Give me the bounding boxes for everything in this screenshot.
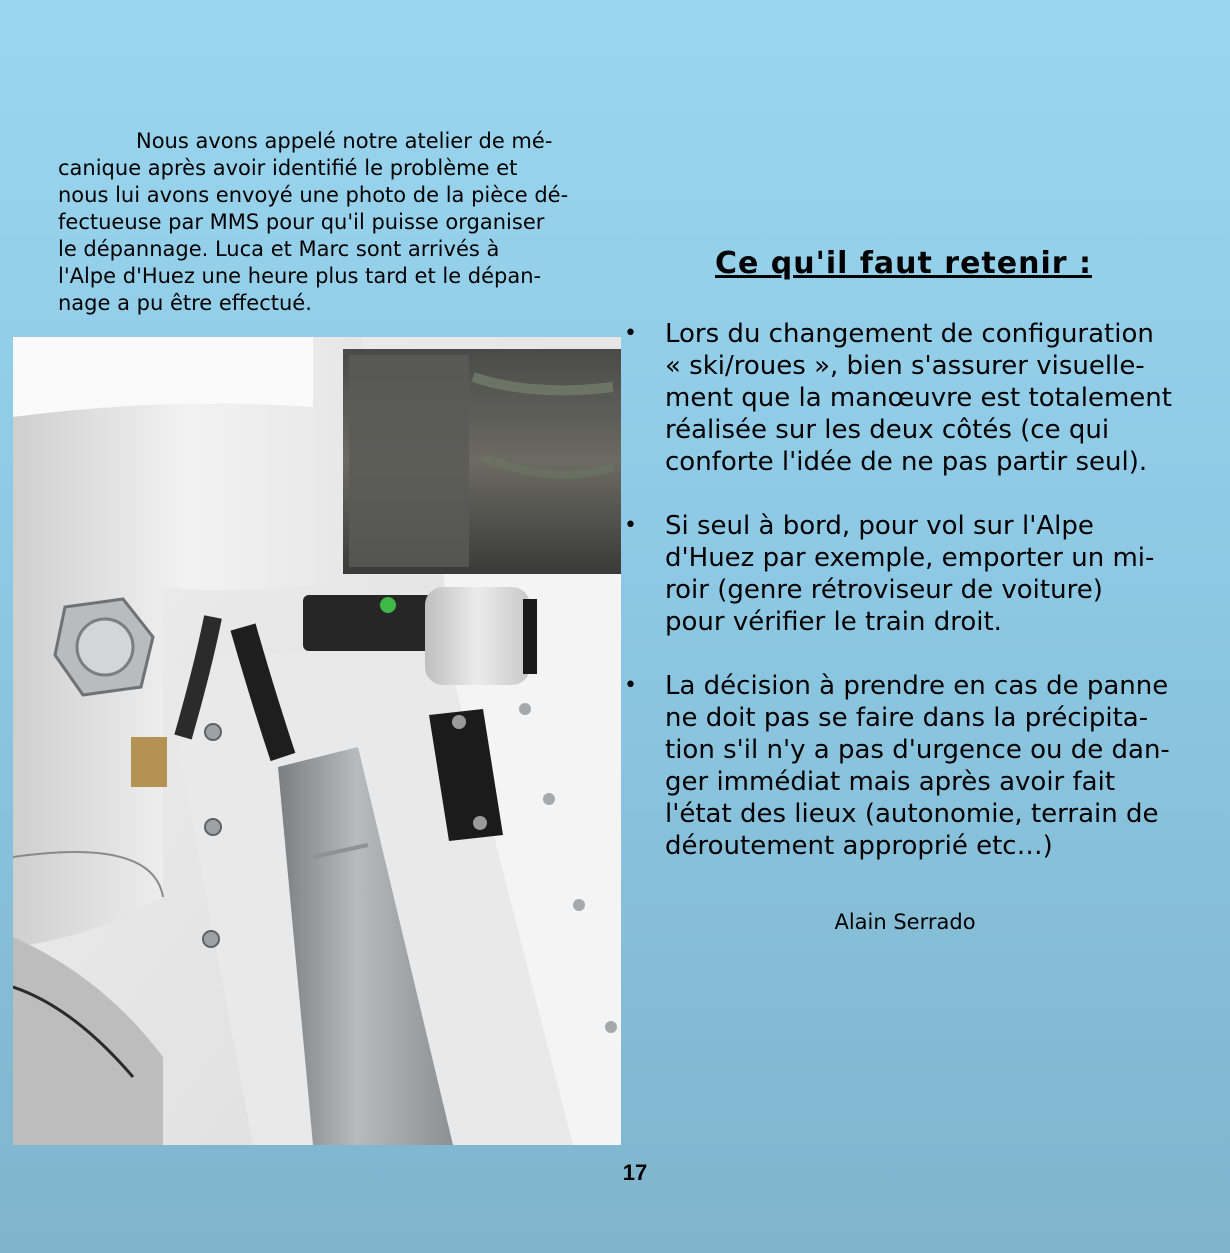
intro-line: nous lui avons envoyé une photo de la pièce dé- [58, 183, 569, 207]
intro-line: le dépannage. Luca et Marc sont arrivés à [58, 237, 500, 261]
list-item-line: ger immédiat mais après avoir fait [665, 767, 1116, 797]
list-item-line: ment que la manœuvre est totalement [665, 383, 1172, 413]
list-item-line: l'état des lieux (autonomie, terrain de [665, 799, 1159, 829]
page-number: 17 [622, 1160, 648, 1185]
list-item [620, 318, 1220, 478]
list-item-line: déroutement approprié etc…) [665, 831, 1053, 861]
list-item [620, 670, 1220, 862]
list-item-line: • Si seul à bord, pour vol sur l'Alpe [665, 511, 1094, 541]
list-item-line: d'Huez par exemple, emporter un mi- [665, 543, 1155, 573]
intro-line: canique après avoir identifié le problème et [58, 156, 518, 180]
list-item-line: réalisée sur les deux côtés (ce qui [665, 415, 1110, 445]
list-item-line: ne doit pas se faire dans la précipita- [665, 703, 1149, 733]
takeaway-list [620, 318, 1220, 894]
intro-line: fectueuse par MMS pour qu'il puisse organiser [58, 210, 545, 234]
section-heading: Ce qu'il faut retenir : [715, 246, 1092, 281]
list-item-line: roir (genre rétroviseur de voiture) [665, 575, 1103, 605]
author-signature: Alain Serrado [834, 910, 976, 934]
list-item-line: conforte l'idée de ne pas partir seul). [665, 447, 1148, 477]
intro-line: nage a pu être effectué. [58, 291, 312, 315]
list-item-line: tion s'il n'y a pas d'urgence ou de dan- [665, 735, 1170, 765]
intro-line: Nous avons appelé notre atelier de mé- [136, 129, 553, 153]
landing-gear-photo [13, 337, 621, 1145]
list-item-line: • Lors du changement de configuration [665, 319, 1154, 349]
list-item-line: pour vérifier le train droit. [665, 607, 1002, 637]
list-item-line: • La décision à prendre en cas de panne [665, 671, 1169, 701]
intro-line: l'Alpe d'Huez une heure plus tard et le dépan- [58, 264, 542, 288]
intro-paragraph [58, 128, 618, 317]
list-item [620, 510, 1220, 638]
list-item-line: « ski/roues », bien s'assurer visuelle- [665, 351, 1145, 381]
